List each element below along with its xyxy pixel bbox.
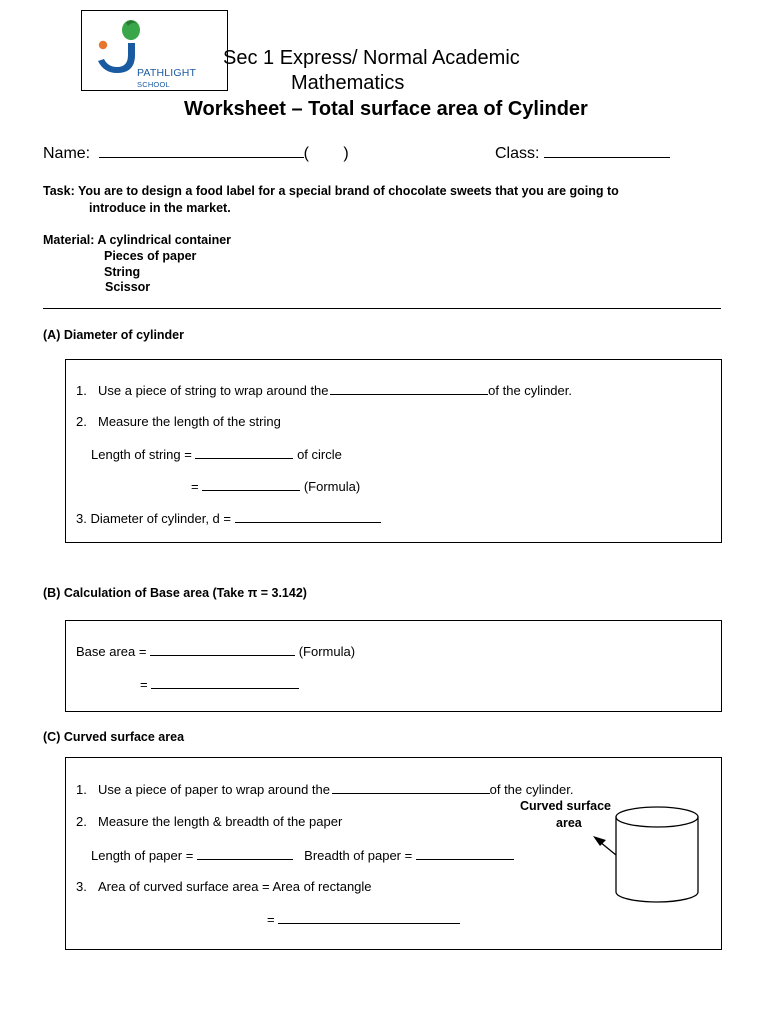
breadth-label: Breadth of paper = — [304, 848, 413, 863]
section-c-step-1 — [76, 781, 573, 797]
diagram-label-2: area — [556, 816, 582, 830]
step-number: 3. — [76, 879, 87, 894]
diameter-label: 3. Diameter of cylinder, d = — [76, 511, 231, 526]
material-item: A cylindrical container — [97, 233, 232, 247]
name-row — [43, 145, 349, 163]
class-label: Class: — [495, 145, 540, 162]
task-label: Task: — [43, 184, 75, 198]
diameter-row — [76, 510, 381, 526]
length-label: Length of string = — [91, 447, 192, 462]
answer-blank[interactable] — [332, 781, 490, 794]
material-item: String — [104, 265, 141, 279]
formula-label: (Formula) — [303, 479, 361, 494]
school-logo — [81, 10, 228, 91]
name-label: Name: — [43, 145, 91, 162]
section-c-step-2 — [76, 814, 342, 829]
equals-sign: = — [140, 677, 148, 692]
title-line-1: Sec 1 Express/ Normal Academic — [223, 47, 520, 69]
title-line-2: Mathematics — [291, 72, 405, 94]
answer-blank[interactable] — [197, 847, 293, 860]
base-area-row — [76, 643, 355, 659]
length-label: Length of paper = — [91, 848, 194, 863]
arrow-icon — [593, 836, 616, 855]
task-line-1 — [43, 184, 619, 198]
length-suffix: of circle — [297, 447, 342, 462]
answer-blank[interactable] — [330, 382, 488, 395]
answer-blank[interactable] — [150, 643, 295, 656]
section-a-step-1 — [76, 382, 572, 398]
step-text: Area of curved surface area = Area of rectangle — [98, 879, 372, 894]
curved-area-answer-row — [267, 911, 460, 927]
name-field[interactable] — [99, 145, 304, 158]
step-suffix: of the cylinder. — [488, 383, 572, 398]
class-field[interactable] — [544, 145, 670, 158]
step-number: 2. — [76, 414, 87, 429]
formula-label: (Formula) — [298, 644, 356, 659]
answer-blank[interactable] — [195, 446, 293, 459]
section-c-step-3 — [76, 879, 372, 894]
paper-dimensions-row — [91, 847, 514, 863]
step-text: Measure the length & breadth of the paper — [98, 814, 343, 829]
title-line-3: Worksheet – Total surface area of Cylinder — [184, 98, 588, 120]
task-text-2: introduce in the market. — [89, 201, 231, 215]
material-line-1 — [43, 233, 231, 247]
name-paren-open: ( — [303, 145, 309, 162]
class-row — [495, 145, 670, 163]
step-number: 1. — [76, 383, 87, 398]
step-suffix: of the cylinder. — [489, 782, 574, 797]
formula-row — [191, 478, 360, 494]
step-text: Measure the length of the string — [98, 414, 281, 429]
answer-blank[interactable] — [416, 847, 514, 860]
logo-sub: SCHOOL — [137, 80, 170, 89]
section-b-box — [65, 620, 722, 712]
length-of-string-row — [91, 446, 342, 462]
material-label: Material: — [43, 233, 95, 247]
material-item: Pieces of paper — [104, 249, 197, 263]
section-c-heading: (C) Curved surface area — [43, 730, 185, 744]
divider — [43, 308, 721, 309]
step-text: Use a piece of string to wrap around the — [98, 383, 329, 398]
diagram-label-1: Curved surface — [520, 799, 612, 813]
cylinder-icon — [616, 807, 698, 902]
section-b-heading: (B) Calculation of Base area (Take π = 3.142) — [43, 586, 307, 600]
step-text: Use a piece of paper to wrap around the — [98, 782, 330, 797]
section-a-heading: (A) Diameter of cylinder — [43, 328, 185, 342]
answer-blank[interactable] — [202, 478, 300, 491]
answer-blank[interactable] — [235, 510, 381, 523]
base-area-label: Base area = — [76, 644, 147, 659]
equals-sign: = — [267, 912, 275, 927]
section-a-step-2 — [76, 414, 281, 429]
step-number: 1. — [76, 782, 87, 797]
step-number: 2. — [76, 814, 87, 829]
base-area-answer-row — [140, 676, 299, 692]
answer-blank[interactable] — [151, 676, 299, 689]
task-text-1: You are to design a food label for a special brand of chocolate sweets that you are going to — [77, 184, 619, 198]
logo-name: PATHLIGHT — [137, 67, 197, 79]
material-item: Scissor — [105, 280, 151, 294]
cylinder-diagram — [588, 800, 708, 910]
answer-blank[interactable] — [278, 911, 460, 924]
equals-sign: = — [191, 479, 199, 494]
name-paren-close: ) — [343, 145, 349, 162]
